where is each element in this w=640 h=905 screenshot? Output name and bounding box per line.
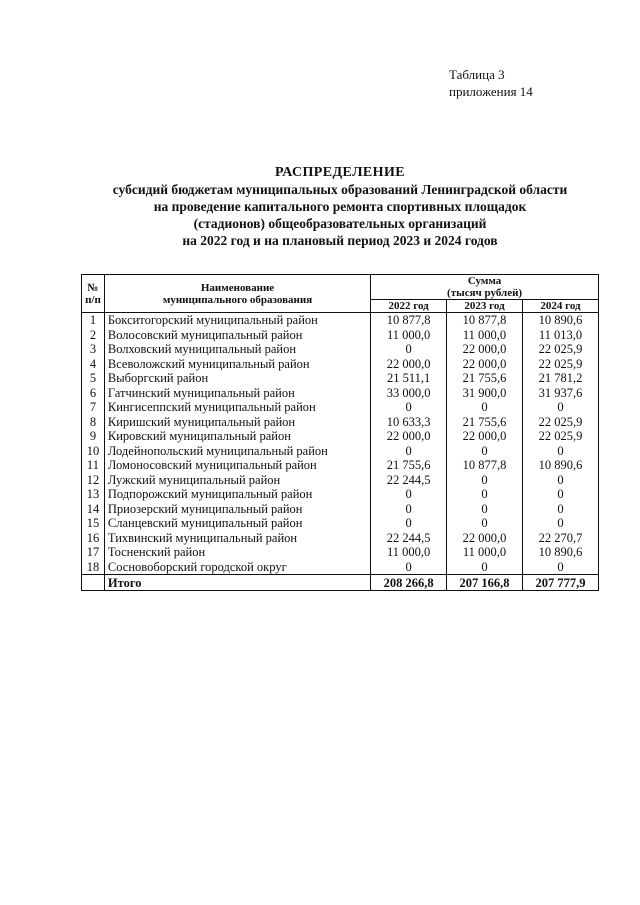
table-row bbox=[82, 429, 599, 444]
row-value-2023: 22 000,0 bbox=[447, 357, 523, 372]
table-row bbox=[82, 516, 599, 531]
row-value-2023: 22 000,0 bbox=[447, 429, 523, 444]
total-2024: 207 777,9 bbox=[523, 575, 599, 591]
row-value-2024: 10 890,6 bbox=[523, 545, 599, 560]
row-municipality-name: Ломоносовский муниципальный район bbox=[104, 458, 370, 473]
table-row bbox=[82, 487, 599, 502]
row-value-2023: 21 755,6 bbox=[447, 415, 523, 430]
total-number-cell bbox=[82, 575, 105, 591]
row-value-2024: 0 bbox=[523, 502, 599, 517]
row-number: 10 bbox=[82, 444, 105, 459]
row-value-2024: 0 bbox=[523, 487, 599, 502]
row-value-2022: 21 755,6 bbox=[371, 458, 447, 473]
table-row bbox=[82, 357, 599, 372]
row-value-2022: 11 000,0 bbox=[371, 328, 447, 343]
header-number-symbol: № bbox=[87, 281, 99, 294]
row-value-2023: 0 bbox=[447, 502, 523, 517]
row-value-2024: 21 781,2 bbox=[523, 371, 599, 386]
header-number bbox=[82, 275, 105, 313]
row-value-2024: 10 890,6 bbox=[523, 458, 599, 473]
table-row bbox=[82, 328, 599, 343]
header-name-line-1: Наименование bbox=[200, 281, 275, 294]
table-row bbox=[82, 531, 599, 546]
row-municipality-name: Всеволожский муниципальный район bbox=[104, 357, 370, 372]
row-value-2024: 0 bbox=[523, 516, 599, 531]
row-value-2022: 0 bbox=[371, 444, 447, 459]
row-value-2024: 0 bbox=[523, 473, 599, 488]
row-number: 11 bbox=[82, 458, 105, 473]
row-value-2022: 22 244,5 bbox=[371, 531, 447, 546]
row-municipality-name: Кировский муниципальный район bbox=[104, 429, 370, 444]
row-value-2022: 10 633,3 bbox=[371, 415, 447, 430]
row-number: 4 bbox=[82, 357, 105, 372]
distribution-table bbox=[81, 274, 599, 591]
row-value-2023: 10 877,8 bbox=[447, 458, 523, 473]
row-number: 7 bbox=[82, 400, 105, 415]
row-value-2022: 10 877,8 bbox=[371, 313, 447, 328]
row-value-2023: 0 bbox=[447, 487, 523, 502]
row-value-2024: 0 bbox=[523, 560, 599, 575]
row-value-2023: 11 000,0 bbox=[447, 328, 523, 343]
document-title: РАСПРЕДЕЛЕНИЕ bbox=[275, 165, 405, 180]
row-value-2022: 0 bbox=[371, 502, 447, 517]
header-name bbox=[104, 275, 370, 313]
row-value-2023: 0 bbox=[447, 560, 523, 575]
row-value-2023: 0 bbox=[447, 400, 523, 415]
total-label: Итого bbox=[104, 575, 370, 591]
header-sum-title: Сумма bbox=[467, 275, 502, 287]
table-row bbox=[82, 458, 599, 473]
row-value-2024: 22 025,9 bbox=[523, 342, 599, 357]
document-heading bbox=[60, 164, 620, 249]
table-row bbox=[82, 473, 599, 488]
row-municipality-name: Гатчинский муниципальный район bbox=[104, 386, 370, 401]
header-number-label: п/п bbox=[85, 293, 101, 306]
heading-line-2: на проведение капитального ремонта спортивных площадок bbox=[153, 199, 527, 214]
header-year-2023: 2023 год bbox=[447, 300, 523, 313]
table-row bbox=[82, 342, 599, 357]
table-row bbox=[82, 313, 599, 328]
table-row bbox=[82, 545, 599, 560]
row-value-2024: 10 890,6 bbox=[523, 313, 599, 328]
row-value-2024: 0 bbox=[523, 400, 599, 415]
row-municipality-name: Лодейнопольский муниципальный район bbox=[104, 444, 370, 459]
row-municipality-name: Тосненский район bbox=[104, 545, 370, 560]
row-value-2023: 11 000,0 bbox=[447, 545, 523, 560]
row-value-2024: 0 bbox=[523, 444, 599, 459]
heading-line-4: на 2022 год и на плановый период 2023 и 2024 годов bbox=[182, 233, 498, 248]
row-value-2022: 11 000,0 bbox=[371, 545, 447, 560]
row-municipality-name: Выборгский район bbox=[104, 371, 370, 386]
table-body bbox=[82, 313, 599, 575]
appendix-number: приложения 14 bbox=[449, 84, 533, 99]
row-municipality-name: Бокситогорский муниципальный район bbox=[104, 313, 370, 328]
table-row bbox=[82, 502, 599, 517]
row-number: 3 bbox=[82, 342, 105, 357]
row-value-2024: 31 937,6 bbox=[523, 386, 599, 401]
row-value-2022: 22 000,0 bbox=[371, 429, 447, 444]
row-municipality-name: Подпорожский муниципальный район bbox=[104, 487, 370, 502]
table-row bbox=[82, 444, 599, 459]
row-municipality-name: Волховский муниципальный район bbox=[104, 342, 370, 357]
row-number: 5 bbox=[82, 371, 105, 386]
row-value-2022: 0 bbox=[371, 487, 447, 502]
header-year-2022: 2022 год bbox=[371, 300, 447, 313]
row-value-2023: 0 bbox=[447, 444, 523, 459]
row-municipality-name: Сосновоборский городской округ bbox=[104, 560, 370, 575]
row-number: 2 bbox=[82, 328, 105, 343]
row-number: 16 bbox=[82, 531, 105, 546]
row-number: 8 bbox=[82, 415, 105, 430]
header-sum bbox=[371, 275, 599, 300]
row-number: 1 bbox=[82, 313, 105, 328]
row-value-2024: 11 013,0 bbox=[523, 328, 599, 343]
header-year-2024: 2024 год bbox=[523, 300, 599, 313]
row-municipality-name: Приозерский муниципальный район bbox=[104, 502, 370, 517]
row-number: 6 bbox=[82, 386, 105, 401]
total-2023: 207 166,8 bbox=[447, 575, 523, 591]
row-municipality-name: Тихвинский муниципальный район bbox=[104, 531, 370, 546]
row-municipality-name: Кингисеппский муниципальный район bbox=[104, 400, 370, 415]
row-value-2023: 22 000,0 bbox=[447, 342, 523, 357]
row-number: 17 bbox=[82, 545, 105, 560]
total-2022: 208 266,8 bbox=[371, 575, 447, 591]
row-value-2022: 22 244,5 bbox=[371, 473, 447, 488]
heading-line-3: (стадионов) общеобразовательных организаций bbox=[193, 216, 487, 231]
row-municipality-name: Сланцевский муниципальный район bbox=[104, 516, 370, 531]
header-name-line-2: муниципального образования bbox=[162, 293, 313, 306]
row-value-2023: 22 000,0 bbox=[447, 531, 523, 546]
row-value-2024: 22 025,9 bbox=[523, 357, 599, 372]
table-row bbox=[82, 415, 599, 430]
row-value-2022: 0 bbox=[371, 560, 447, 575]
row-number: 14 bbox=[82, 502, 105, 517]
row-value-2022: 0 bbox=[371, 400, 447, 415]
row-value-2022: 22 000,0 bbox=[371, 357, 447, 372]
row-value-2024: 22 025,9 bbox=[523, 415, 599, 430]
row-number: 18 bbox=[82, 560, 105, 575]
table-row bbox=[82, 386, 599, 401]
row-value-2024: 22 025,9 bbox=[523, 429, 599, 444]
row-number: 15 bbox=[82, 516, 105, 531]
row-number: 9 bbox=[82, 429, 105, 444]
row-municipality-name: Волосовский муниципальный район bbox=[104, 328, 370, 343]
row-value-2022: 0 bbox=[371, 516, 447, 531]
row-value-2022: 0 bbox=[371, 342, 447, 357]
row-value-2022: 33 000,0 bbox=[371, 386, 447, 401]
row-municipality-name: Киришский муниципальный район bbox=[104, 415, 370, 430]
table-row bbox=[82, 400, 599, 415]
row-number: 13 bbox=[82, 487, 105, 502]
appendix-reference bbox=[449, 66, 533, 100]
row-value-2022: 21 511,1 bbox=[371, 371, 447, 386]
appendix-table-number: Таблица 3 bbox=[449, 67, 505, 82]
row-value-2023: 31 900,0 bbox=[447, 386, 523, 401]
row-value-2024: 22 270,7 bbox=[523, 531, 599, 546]
row-value-2023: 21 755,6 bbox=[447, 371, 523, 386]
row-value-2023: 0 bbox=[447, 516, 523, 531]
heading-line-1: субсидий бюджетам муниципальных образований Ленинградской области bbox=[112, 182, 568, 197]
total-row bbox=[82, 575, 599, 591]
table-row bbox=[82, 560, 599, 575]
table-row bbox=[82, 371, 599, 386]
row-municipality-name: Лужский муниципальный район bbox=[104, 473, 370, 488]
row-number: 12 bbox=[82, 473, 105, 488]
row-value-2023: 10 877,8 bbox=[447, 313, 523, 328]
row-value-2023: 0 bbox=[447, 473, 523, 488]
header-sum-units: (тысяч рублей) bbox=[447, 287, 523, 299]
